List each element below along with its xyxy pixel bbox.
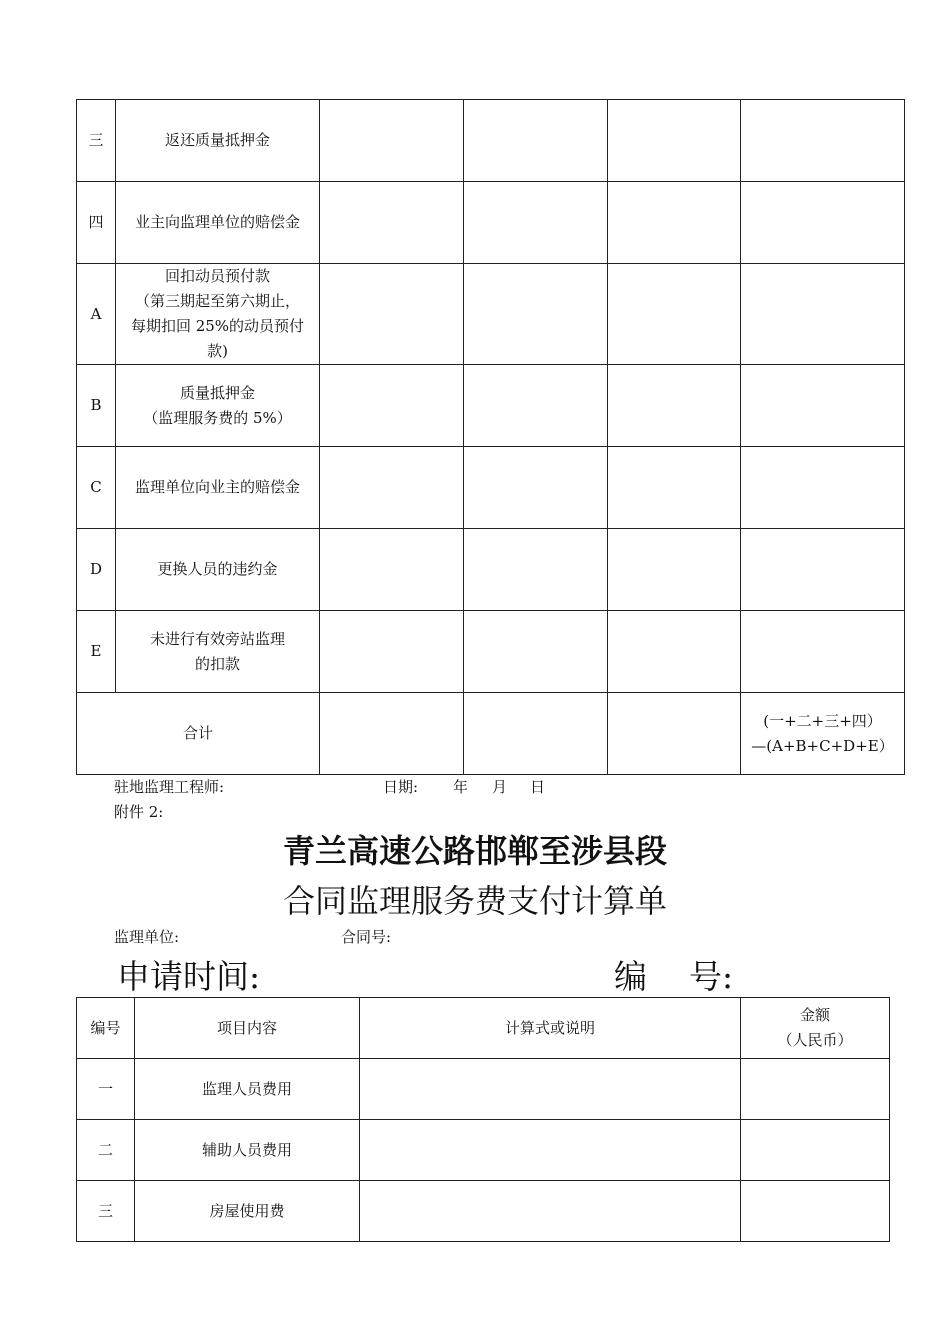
apply-time-label: 申请时间:: [117, 957, 261, 996]
row-item: 业主向监理单位的赔偿金: [116, 182, 320, 264]
value-cell: [464, 529, 608, 611]
value-cell: [464, 693, 608, 775]
value-cell: [608, 100, 741, 182]
value-cell: [741, 100, 905, 182]
value-cell: [608, 447, 741, 529]
supervision-unit-label: 监理单位:: [114, 928, 180, 946]
table-row: [77, 1059, 890, 1120]
year-label: 年: [453, 778, 469, 796]
serial-number-label: 编 号:: [614, 957, 734, 996]
value-cell: [320, 447, 464, 529]
value-cell: [360, 1059, 741, 1120]
month-label: 月: [492, 778, 508, 796]
row-number: E: [77, 611, 116, 693]
table-row: [77, 182, 905, 264]
row-number: 一: [77, 1059, 135, 1120]
row-item: 房屋使用费: [135, 1181, 360, 1242]
row-number: B: [77, 365, 116, 447]
column-header: 金额 （人民币）: [741, 998, 890, 1059]
row-item: 返还质量抵押金: [116, 100, 320, 182]
value-cell: [464, 447, 608, 529]
value-cell: [608, 182, 741, 264]
row-item: 未进行有效旁站监理 的扣款: [116, 611, 320, 693]
value-cell: [741, 1120, 890, 1181]
day-label: 日: [530, 778, 546, 796]
total-row: [77, 693, 905, 775]
row-number: A: [77, 264, 116, 365]
table-row: [77, 1181, 890, 1242]
value-cell: [741, 264, 905, 365]
column-header: 计算式或说明: [360, 998, 741, 1059]
row-item: 回扣动员预付款 （第三期起至第六期止， 每期扣回 25%的动员预付 款): [116, 264, 320, 365]
payment-summary-table: [76, 99, 905, 775]
value-cell: [464, 100, 608, 182]
value-cell: [360, 1181, 741, 1242]
row-item: 质量抵押金 （监理服务费的 5%）: [116, 365, 320, 447]
document-title: 青兰高速公路邯郸至涉县段: [282, 832, 667, 870]
value-cell: [741, 182, 905, 264]
value-cell: [608, 611, 741, 693]
contract-number-label: 合同号:: [341, 928, 392, 946]
value-cell: [741, 1059, 890, 1120]
row-number: 三: [77, 100, 116, 182]
table-row: [77, 264, 905, 365]
value-cell: [741, 365, 905, 447]
row-number: C: [77, 447, 116, 529]
value-cell: [320, 611, 464, 693]
table-row: [77, 1120, 890, 1181]
value-cell: [320, 529, 464, 611]
value-cell: [464, 611, 608, 693]
attachment-label: 附件 2:: [114, 803, 164, 821]
row-item: 监理单位向业主的赔偿金: [116, 447, 320, 529]
table-row: [77, 529, 905, 611]
table-row: [77, 100, 905, 182]
row-item: 更换人员的违约金: [116, 529, 320, 611]
column-header: 编号: [77, 998, 135, 1059]
value-cell: [608, 529, 741, 611]
row-number: D: [77, 529, 116, 611]
row-number: 三: [77, 1181, 135, 1242]
row-number: 二: [77, 1120, 135, 1181]
value-cell: [608, 264, 741, 365]
value-cell: [320, 100, 464, 182]
total-label: 合计: [77, 693, 320, 775]
table-row: [77, 365, 905, 447]
value-cell: [608, 693, 741, 775]
engineer-label: 驻地监理工程师:: [114, 778, 225, 796]
value-cell: [360, 1120, 741, 1181]
value-cell: [464, 182, 608, 264]
value-cell: [320, 264, 464, 365]
value-cell: [320, 693, 464, 775]
value-cell: [741, 447, 905, 529]
column-header: 项目内容: [135, 998, 360, 1059]
value-cell: [608, 365, 741, 447]
document-subtitle: 合同监理服务费支付计算单: [282, 882, 667, 920]
row-number: 四: [77, 182, 116, 264]
value-cell: [464, 264, 608, 365]
value-cell: [320, 365, 464, 447]
value-cell: [741, 1181, 890, 1242]
value-cell: [741, 611, 905, 693]
value-cell: [464, 365, 608, 447]
header-row: [77, 998, 890, 1059]
value-cell: [320, 182, 464, 264]
date-label: 日期:: [383, 778, 419, 796]
fee-calculation-table: [76, 997, 890, 1242]
total-formula: (一+二+三+四） —(A+B+C+D+E）: [741, 693, 905, 775]
table-row: [77, 447, 905, 529]
row-item: 辅助人员费用: [135, 1120, 360, 1181]
table-row: [77, 611, 905, 693]
value-cell: [741, 529, 905, 611]
row-item: 监理人员费用: [135, 1059, 360, 1120]
